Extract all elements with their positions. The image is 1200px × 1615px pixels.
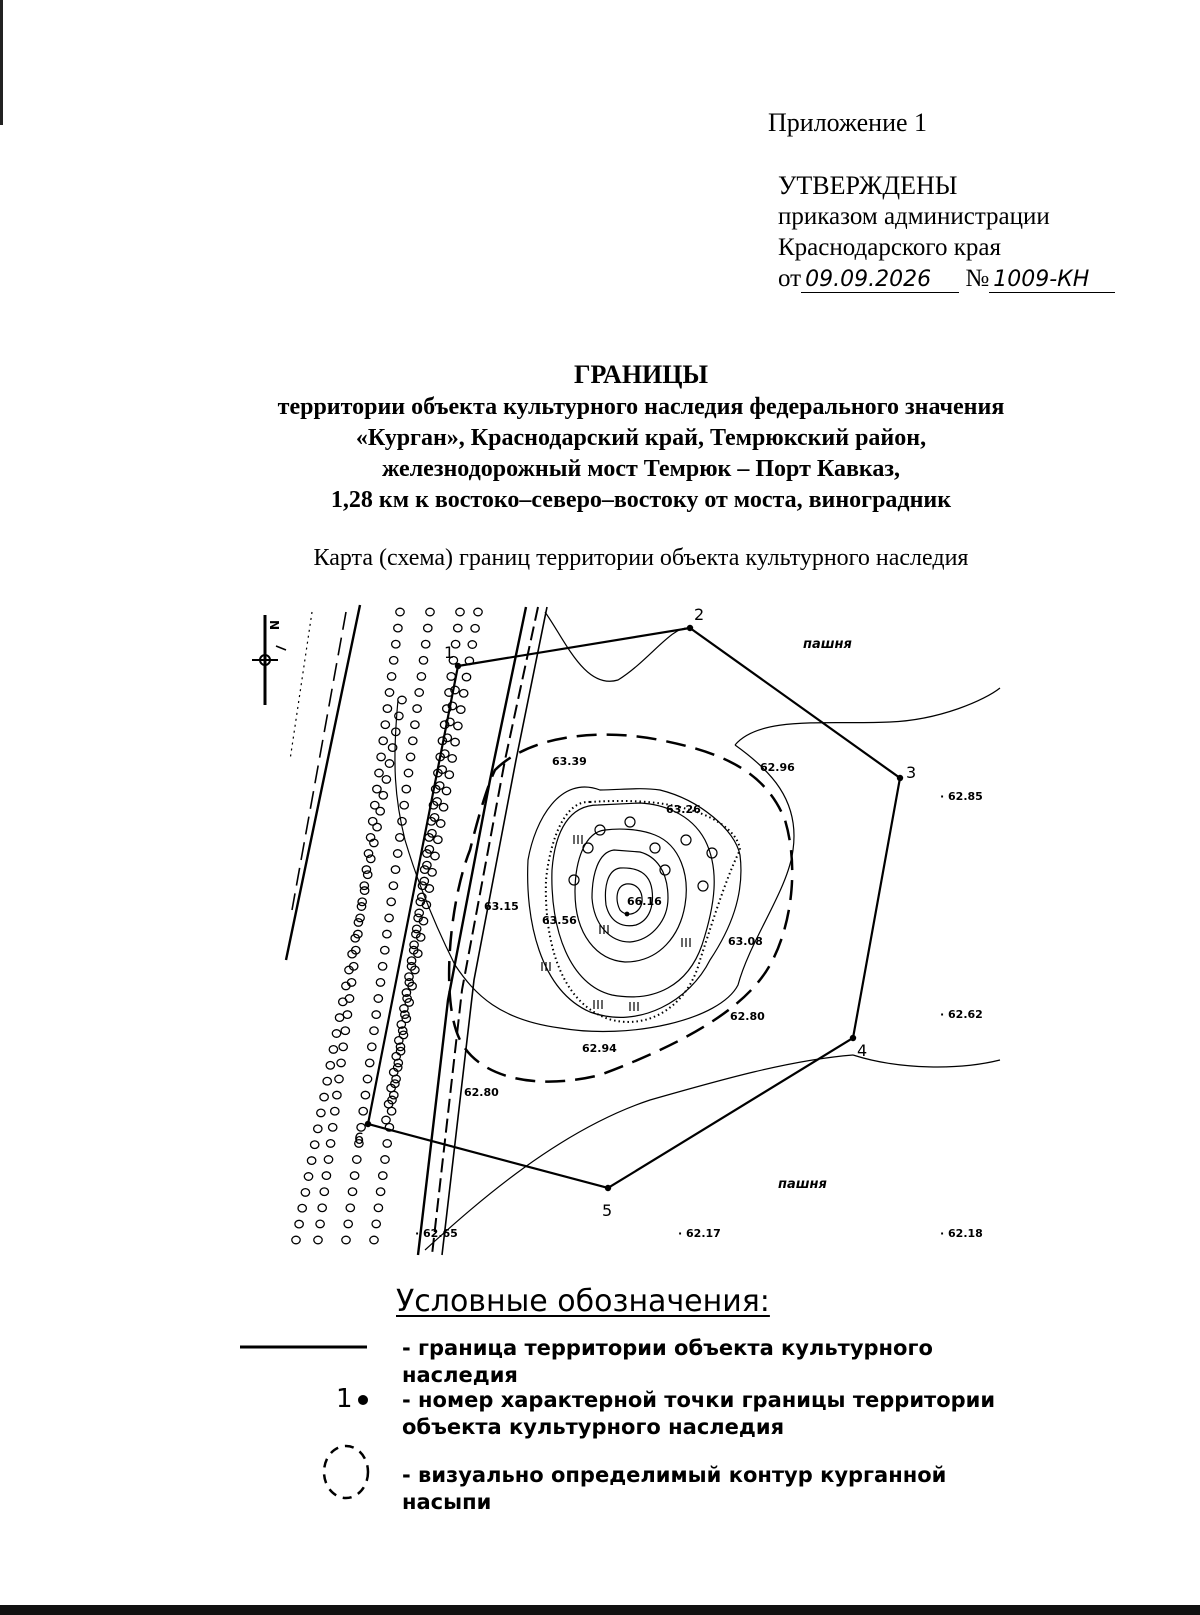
- vineyard-plant: [342, 1236, 350, 1244]
- vineyard-plant: [410, 946, 418, 954]
- land-label-pashnya-south: пашня: [778, 1177, 827, 1192]
- vineyard-plant: [425, 885, 433, 893]
- vineyard-plant: [438, 766, 446, 774]
- vineyard-plant: [331, 1107, 339, 1115]
- vineyard-plant: [445, 771, 453, 779]
- vineyard-rows: [292, 608, 482, 1244]
- vineyard-plant: [421, 866, 429, 874]
- vineyard-plant: [414, 914, 422, 922]
- vineyard-plant: [362, 866, 370, 874]
- vineyard-plant: [408, 982, 416, 990]
- vineyard-plant: [417, 934, 425, 942]
- vineyard-plant: [344, 1220, 352, 1228]
- vineyard-plant: [422, 901, 430, 909]
- handwritten-date: 09.09.2026: [801, 268, 959, 293]
- elevation-marks: [415, 755, 983, 1240]
- dashed-circle-icon: [324, 1446, 368, 1498]
- vineyard-plant: [348, 950, 356, 958]
- vineyard-plant: [335, 1014, 343, 1022]
- vineyard-plant: [428, 830, 436, 838]
- vineyard-plant: [443, 734, 451, 742]
- vineyard-plant: [292, 1236, 300, 1244]
- boundary-point-6-dot: [365, 1121, 371, 1127]
- vineyard-plant: [370, 1027, 378, 1035]
- elevation-mark: 63.26: [666, 803, 701, 816]
- vineyard-plant: [357, 1124, 365, 1132]
- vineyard-plant: [395, 712, 403, 720]
- vineyard-plant: [394, 850, 402, 858]
- vineyard-plant: [401, 1011, 409, 1019]
- vineyard-plant: [347, 979, 355, 987]
- vineyard-plant: [436, 753, 444, 761]
- vineyard-plant: [324, 1156, 332, 1164]
- approval-block: [778, 170, 1115, 294]
- vineyard-plant: [423, 861, 431, 869]
- mound-contour-dashed: [449, 735, 792, 1082]
- order-line-2: Краснодарского края: [778, 234, 1001, 261]
- vineyard-plant: [471, 625, 479, 633]
- legend-point-sample: 1: [336, 1384, 353, 1414]
- vineyard-plant: [441, 750, 449, 758]
- approved-label: УТВЕРЖДЕНЫ: [778, 171, 958, 200]
- vineyard-plant: [361, 1091, 369, 1099]
- vineyard-plant: [373, 785, 381, 793]
- vineyard-plant: [411, 966, 419, 974]
- boundary-point-6-label: 6: [354, 1129, 365, 1148]
- elevation-mark: 63.56: [542, 914, 577, 927]
- vineyard-plant: [371, 801, 379, 809]
- vineyard-plant: [422, 640, 430, 648]
- vineyard-plant: [329, 1124, 337, 1132]
- elevation-mark: 62.80: [730, 1010, 765, 1023]
- vineyard-plant: [404, 769, 412, 777]
- vineyard-plant: [356, 914, 364, 922]
- boundary-point-1-label: 1: [444, 643, 455, 662]
- vineyard-plant: [396, 1047, 404, 1055]
- vineyard-plant: [387, 673, 395, 681]
- vineyard-plant: [449, 657, 457, 665]
- vineyard-plant: [446, 718, 454, 726]
- vineyard-plant: [413, 925, 421, 933]
- vineyard-plant: [434, 836, 442, 844]
- vineyard-plant: [415, 909, 423, 917]
- vineyard-plant: [424, 624, 432, 632]
- vineyard-plant: [415, 689, 423, 697]
- vineyard-plant: [400, 801, 408, 809]
- vineyard-plant: [320, 1188, 328, 1196]
- vineyard-plant: [354, 930, 362, 938]
- legend-icons: [240, 1347, 368, 1498]
- vineyard-plant: [367, 855, 375, 863]
- vineyard-plant: [376, 979, 384, 987]
- annex-label: Приложение 1: [768, 108, 928, 137]
- vineyard-plant: [337, 1059, 345, 1067]
- vineyard-plant: [428, 869, 436, 877]
- vineyard-plant: [465, 657, 473, 665]
- point-number-dot-icon: [358, 1395, 368, 1405]
- vineyard-plant: [460, 690, 468, 698]
- vineyard-plant: [462, 673, 470, 681]
- vineyard-plant: [434, 769, 442, 777]
- vineyard-plant: [370, 1236, 378, 1244]
- boundary-point-3-label: 3: [906, 763, 917, 782]
- vineyard-plant: [394, 624, 402, 632]
- vineyard-plant: [474, 608, 482, 616]
- vineyard-plant: [355, 1140, 363, 1148]
- vineyard-plant: [379, 1172, 387, 1180]
- vineyard-plant: [398, 696, 406, 704]
- vineyard-plant: [413, 705, 421, 713]
- vineyard-plant: [381, 721, 389, 729]
- vineyard-plant: [381, 946, 389, 954]
- title-line-2: «Курган», Краснодарский край, Темрюкский район,: [355, 425, 927, 451]
- vineyard-plant: [346, 1204, 354, 1212]
- title-main: ГРАНИЦЫ: [573, 360, 709, 389]
- scan-edge-bottom: [0, 1605, 1200, 1615]
- vineyard-plant: [403, 995, 411, 1003]
- vineyard-plant: [397, 1021, 405, 1029]
- vineyard-plant: [368, 1043, 376, 1051]
- vineyard-plant: [451, 738, 459, 746]
- vineyard-plant: [375, 769, 383, 777]
- vineyard-plant: [394, 1064, 402, 1072]
- vineyard-plant: [438, 737, 446, 745]
- vineyard-plant: [379, 792, 387, 800]
- vineyard-plant: [366, 1059, 374, 1067]
- land-label-pashnya-north: пашня: [803, 637, 852, 652]
- vineyard-plant: [454, 722, 462, 730]
- vineyard-plant: [301, 1189, 309, 1197]
- title-line-1: территории объекта культурного наследия федерального значения: [277, 394, 1005, 420]
- vineyard-plant: [419, 657, 427, 665]
- vineyard-plant: [390, 1091, 398, 1099]
- vineyard-plant: [391, 1080, 399, 1088]
- vineyard-plant: [335, 1075, 343, 1083]
- elevation-mark: 66.16: [627, 895, 662, 908]
- order-line-1: приказом администрации: [778, 203, 1050, 230]
- vineyard-plant: [412, 930, 420, 938]
- elevation-mark: 62.96: [760, 761, 795, 774]
- vineyard-plant: [382, 776, 390, 784]
- vineyard-plant: [457, 706, 465, 714]
- scan-edge-left: [0, 0, 3, 125]
- elevation-mark: · 62.17: [678, 1227, 721, 1240]
- vineyard-plant: [399, 1031, 407, 1039]
- elevation-mark: 62.80: [464, 1086, 499, 1099]
- vineyard-plant: [376, 1188, 384, 1196]
- vineyard-plant: [314, 1236, 322, 1244]
- elevation-mark: 63.08: [728, 935, 763, 948]
- mound-markings: [542, 817, 717, 1011]
- vineyard-plant: [426, 608, 434, 616]
- vineyard-plant: [427, 818, 435, 826]
- vineyard-plant: [398, 818, 406, 826]
- vineyard-plant: [402, 785, 410, 793]
- vineyard-plant: [407, 963, 415, 971]
- vineyard-plant: [437, 820, 445, 828]
- vineyard-plant: [366, 834, 374, 842]
- vineyard-plant: [326, 1140, 334, 1148]
- vineyard-plant: [418, 882, 426, 890]
- elevation-mark: 62.94: [582, 1042, 617, 1055]
- vineyard-plant: [314, 1125, 322, 1133]
- vineyard-plant: [360, 887, 368, 895]
- boundary-point-3-dot: [897, 775, 903, 781]
- vineyard-plant: [350, 1172, 358, 1180]
- vineyard-plant: [350, 963, 358, 971]
- vineyard-plant: [388, 744, 396, 752]
- vineyard-plant: [420, 877, 428, 885]
- vineyard-plant: [399, 1027, 407, 1035]
- boundary-point-5-label: 5: [602, 1201, 613, 1220]
- vineyard-plant: [402, 1015, 410, 1023]
- vineyard-plant: [307, 1157, 315, 1165]
- boundary-point-2-dot: [687, 625, 693, 631]
- elevation-mark: · 62.85: [940, 790, 983, 803]
- vineyard-plant: [376, 807, 384, 815]
- vineyard-plant: [318, 1204, 326, 1212]
- vineyard-plant: [390, 657, 398, 665]
- vineyard-plant: [447, 673, 455, 681]
- vineyard-plant: [339, 1043, 347, 1051]
- vineyard-plant: [377, 753, 385, 761]
- vineyard-plant: [372, 1220, 380, 1228]
- vineyard-plant: [372, 1011, 380, 1019]
- vineyard-plant: [429, 801, 437, 809]
- vineyard-plant: [373, 823, 381, 831]
- vineyard-plant: [364, 850, 372, 858]
- handwritten-number: 1009-КН: [989, 268, 1115, 293]
- vineyard-plant: [383, 1140, 391, 1148]
- boundary-point-4-dot: [850, 1035, 856, 1041]
- document-title: [160, 358, 1122, 516]
- vineyard-plant: [436, 782, 444, 790]
- vineyard-plant: [406, 753, 414, 761]
- vineyard-plant: [357, 903, 365, 911]
- vineyard-plant: [320, 1093, 328, 1101]
- vineyard-plant: [448, 755, 456, 763]
- vineyard-plant: [417, 673, 425, 681]
- terrain-contours: [395, 612, 1000, 1250]
- boundary-point-1-dot: [455, 663, 461, 669]
- vineyard-plant: [345, 995, 353, 1003]
- legend-item-mound-contour: - визуально определимый контур курганной насыпи: [402, 1463, 947, 1514]
- vineyard-plant: [387, 898, 395, 906]
- vineyard-plant: [341, 1027, 349, 1035]
- vineyard-plant: [351, 934, 359, 942]
- vineyard-plant: [402, 989, 410, 997]
- elevation-mark: 63.15: [484, 900, 519, 913]
- vineyard-plant: [298, 1204, 306, 1212]
- boundary-point-5-dot: [605, 1185, 611, 1191]
- vineyard-plant: [369, 818, 377, 826]
- vineyard-plant: [425, 846, 433, 854]
- boundary-polygon: [368, 628, 900, 1188]
- vineyard-plant: [353, 1156, 361, 1164]
- vineyard-plant: [311, 1141, 319, 1149]
- vineyard-plant: [304, 1173, 312, 1181]
- elevation-mark: · 62.18: [940, 1227, 983, 1240]
- vineyard-plant: [333, 1091, 341, 1099]
- vineyard-plant: [295, 1220, 303, 1228]
- vineyard-plant: [432, 785, 440, 793]
- vineyard-plant: [410, 941, 418, 949]
- vineyard-plant: [392, 728, 400, 736]
- vineyard-plant: [396, 834, 404, 842]
- legend-title: Условные обозначения:: [396, 1284, 770, 1319]
- vineyard-plant: [381, 1156, 389, 1164]
- vineyard-plant: [440, 721, 448, 729]
- vineyard-plant: [416, 898, 424, 906]
- vineyard-plant: [322, 1172, 330, 1180]
- vineyard-plant: [360, 882, 368, 890]
- vineyard-plant: [396, 1043, 404, 1051]
- vineyard-plant: [384, 1100, 392, 1108]
- vineyard-plant: [339, 998, 347, 1006]
- vineyard-plant: [418, 893, 426, 901]
- vineyard-plant: [442, 787, 450, 795]
- vineyard-plant: [342, 982, 350, 990]
- vineyard-plant: [392, 640, 400, 648]
- vineyard-plant: [396, 608, 404, 616]
- order-date-number: [778, 263, 1115, 294]
- vineyard-plant: [359, 1107, 367, 1115]
- vineyard-plant: [354, 919, 362, 927]
- mound-edge-dotted: [546, 801, 740, 1022]
- vineyard-plant: [383, 705, 391, 713]
- boundary-points: [354, 605, 916, 1220]
- north-arrow: [252, 615, 286, 705]
- vineyard-plant: [443, 705, 451, 713]
- elevation-mark: · 62.65: [415, 1227, 458, 1240]
- vineyard-plant: [374, 995, 382, 1003]
- vineyard-plant: [409, 737, 417, 745]
- vineyard-plant: [414, 950, 422, 958]
- vineyard-plant: [352, 946, 360, 954]
- vineyard-plant: [345, 966, 353, 974]
- vineyard-plant: [405, 979, 413, 987]
- title-line-4: 1,28 км к востоко–северо–востоку от моста, виноградник: [330, 487, 952, 513]
- legend-item-point-number: - номер характерной точки границы территории объекта культурного наследия: [402, 1388, 996, 1439]
- vineyard-plant: [317, 1109, 325, 1117]
- vineyard-plant: [323, 1077, 331, 1085]
- vineyard-plant: [430, 814, 438, 822]
- vineyard-plant: [456, 608, 464, 616]
- vineyard-plant: [387, 1107, 395, 1115]
- vineyard-plant: [387, 1084, 395, 1092]
- vineyard-plant: [358, 898, 366, 906]
- vineyard-plant: [326, 1062, 334, 1070]
- vineyard-plant: [454, 624, 462, 632]
- vineyard-plant: [391, 866, 399, 874]
- vineyard-plant: [423, 850, 431, 858]
- vineyard-plant: [445, 689, 453, 697]
- elevation-mark: · 62.62: [940, 1008, 983, 1021]
- vineyard-plant: [316, 1220, 324, 1228]
- vineyard-plant: [390, 1068, 398, 1076]
- vineyard-plant: [364, 871, 372, 879]
- vineyard-plant: [378, 963, 386, 971]
- vineyard-plant: [392, 1053, 400, 1061]
- date-prefix: от: [778, 265, 802, 292]
- vineyard-plant: [392, 1075, 400, 1083]
- vineyard-plant: [385, 689, 393, 697]
- title-line-3: железнодорожный мост Темрюк – Порт Кавказ,: [381, 456, 901, 482]
- vineyard-plant: [451, 640, 459, 648]
- vineyard-plant: [363, 1075, 371, 1083]
- vineyard-plant: [419, 917, 427, 925]
- vineyard-plant: [332, 1030, 340, 1038]
- vineyard-plant: [405, 973, 413, 981]
- vineyard-plant: [383, 930, 391, 938]
- boundary-point-4-label: 4: [857, 1041, 868, 1060]
- vineyard-plant: [379, 737, 387, 745]
- vineyard-plant: [374, 1204, 382, 1212]
- vineyard-plant: [407, 957, 415, 965]
- railway-lines: [286, 605, 547, 1255]
- vineyard-plant: [382, 1116, 390, 1124]
- vineyard-plant: [329, 1046, 337, 1054]
- map-caption: Карта (схема) границ территории объекта культурного наследия: [313, 545, 969, 571]
- vineyard-plant: [439, 803, 447, 811]
- vineyard-plant: [385, 914, 393, 922]
- vineyard-plant: [448, 702, 456, 710]
- vineyard-plant: [370, 839, 378, 847]
- boundary-point-2-label: 2: [694, 605, 705, 624]
- vineyard-plant: [433, 798, 441, 806]
- north-label: N: [267, 620, 281, 631]
- vineyard-plant: [411, 721, 419, 729]
- legend-item-boundary: - граница территории объекта культурного наследия: [402, 1336, 933, 1387]
- vineyard-plant: [389, 882, 397, 890]
- vineyard-plant: [405, 999, 413, 1007]
- vineyard-plant: [343, 1011, 351, 1019]
- number-prefix: №: [965, 265, 990, 292]
- vineyard-plant: [385, 760, 393, 768]
- vineyard-plant: [388, 1096, 396, 1104]
- vineyard-plant: [431, 852, 439, 860]
- vineyard-plant: [425, 834, 433, 842]
- vineyard-plant: [468, 641, 476, 649]
- elevation-mark: 63.39: [552, 755, 587, 768]
- vineyard-plant: [385, 1124, 393, 1132]
- vineyard-plant: [394, 1059, 402, 1067]
- vineyard-plant: [348, 1188, 356, 1196]
- vineyard-plant: [451, 686, 459, 694]
- vineyard-plant: [400, 1005, 408, 1013]
- vineyard-plant: [395, 1037, 403, 1045]
